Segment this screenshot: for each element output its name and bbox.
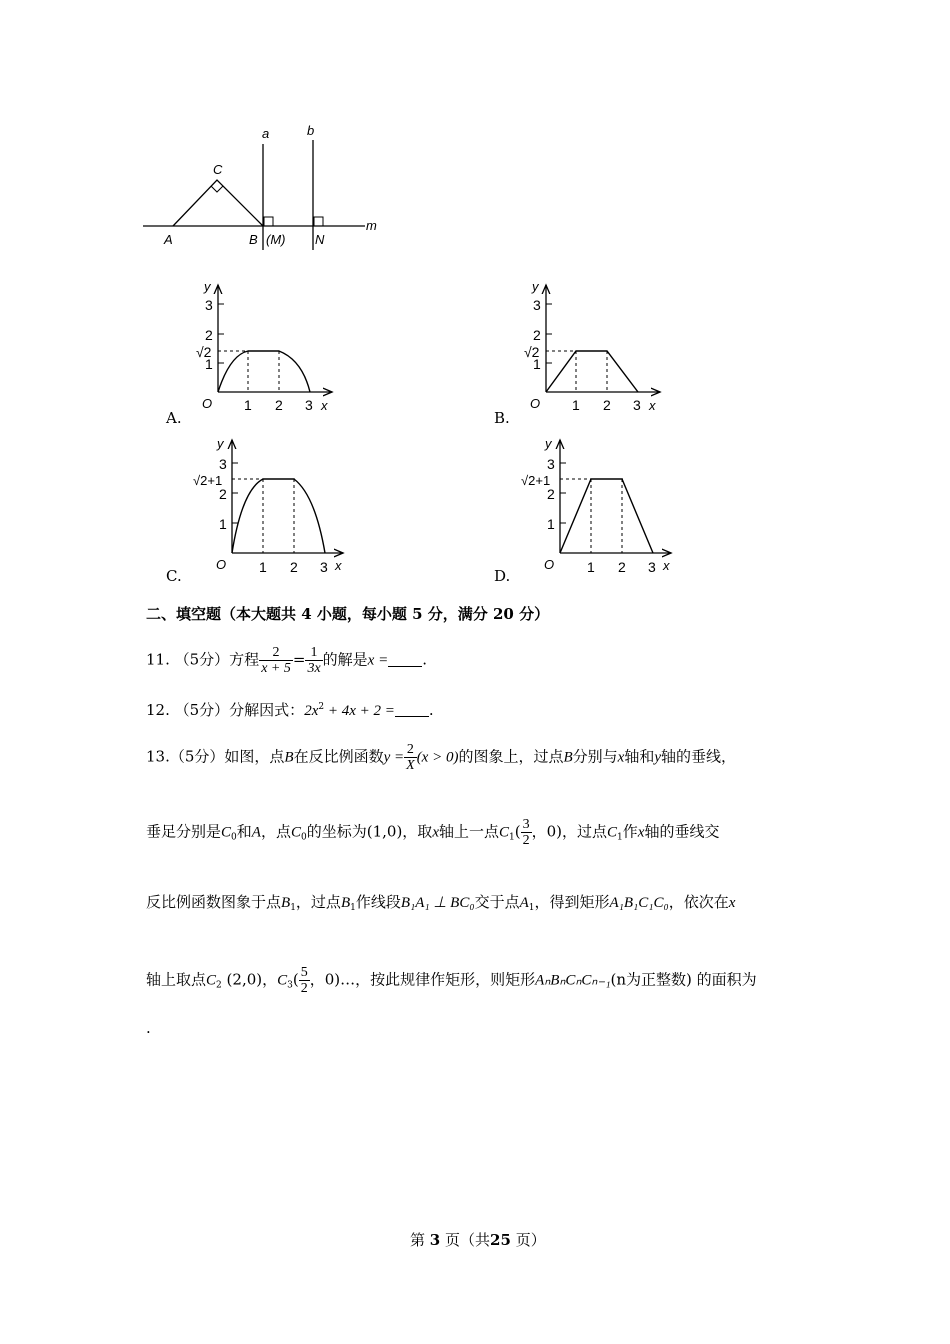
question-13-line-1: 13.（5分）如图，点B在反比例函数y = $\frac{2}{X}$ (x > 0)的图象上，过点B分别与x轴和y轴的垂线， <box>146 742 737 773</box>
svg-text:3: 3 <box>633 397 641 413</box>
svg-text:O: O <box>202 396 213 411</box>
section-heading: 二、填空题（本大题共 4 小题，每小题 5 分，满分 20 分） <box>146 605 550 623</box>
option-a-label: A. <box>166 409 182 427</box>
svg-text:y: y <box>217 436 224 451</box>
label-B: B <box>249 232 258 247</box>
svg-text:x: x <box>335 558 342 573</box>
svg-text:1: 1 <box>205 356 213 372</box>
question-13-line-4: 轴上取点$C_2$ (2,0)，$C_3$( $\frac{5}{2}$ ，0)…，按此规律作矩形，则矩形AₙBₙCₙCₙ₋₁(n为正整数) 的面积为 <box>146 965 757 996</box>
geometry-figure <box>140 120 390 255</box>
svg-text:x: x <box>321 398 328 413</box>
svg-text:y: y <box>532 280 539 294</box>
svg-text:y: y <box>204 280 211 294</box>
answer-blank-12[interactable] <box>395 702 429 717</box>
svg-text:x: x <box>663 558 670 573</box>
question-11: 11. （5分）方程 $\frac{2}{x + 5}$ = $\frac{1}{3x}$ 的解是x = . <box>146 645 427 676</box>
svg-text:1: 1 <box>259 559 267 575</box>
option-c-label: C. <box>166 567 182 585</box>
svg-text:3: 3 <box>533 297 541 313</box>
svg-text:x: x <box>649 398 656 413</box>
svg-text:O: O <box>216 557 227 572</box>
question-13-line-2: 垂足分别是$C_0$和A，点$C_0$的坐标为(1,0)，取x轴上一点$C_1$( $\frac{3}{2}$ ，0)，过点$C_1$作x轴的垂线交 <box>146 817 720 848</box>
svg-text:1: 1 <box>533 356 541 372</box>
svg-text:2: 2 <box>205 327 213 343</box>
option-d-label: D. <box>494 567 511 585</box>
graph-option-c <box>190 435 350 577</box>
svg-text:3: 3 <box>205 297 213 313</box>
graph-option-a <box>190 280 340 415</box>
label-A: A <box>164 232 173 247</box>
option-b-label: B. <box>494 409 510 427</box>
page-footer: 第 3 页（共25 页） <box>410 1231 546 1249</box>
level-label-c: √2+1 <box>193 473 223 488</box>
svg-text:3: 3 <box>648 559 656 575</box>
svg-text:2: 2 <box>603 397 611 413</box>
question-12: 12. （5分）分解因式：$2x^2 + 4x + 2$ = . <box>146 701 434 719</box>
level-label-d: √2+1 <box>521 473 551 488</box>
svg-text:1: 1 <box>547 516 555 532</box>
svg-text:3: 3 <box>320 559 328 575</box>
svg-text:3: 3 <box>547 456 555 472</box>
question-13-line-5: . <box>146 1019 151 1037</box>
svg-text:2: 2 <box>290 559 298 575</box>
level-label-a: √2 <box>196 344 212 360</box>
svg-text:1: 1 <box>572 397 580 413</box>
svg-text:O: O <box>530 396 541 411</box>
label-M: (M) <box>266 232 286 247</box>
svg-text:O: O <box>544 557 555 572</box>
svg-text:2: 2 <box>618 559 626 575</box>
graph-option-d <box>518 435 678 577</box>
question-13-line-3: 反比例函数图象于点$B_1$，过点$B_1$作线段B₁A₁ ⊥ BC₀交于点$A_1$，得到矩形A₁B₁C₁C₀，依次在x <box>146 893 736 913</box>
label-b: b <box>307 123 315 138</box>
svg-text:3: 3 <box>305 397 313 413</box>
svg-text:1: 1 <box>587 559 595 575</box>
label-C: C <box>213 162 223 177</box>
svg-text:y: y <box>545 436 552 451</box>
level-label-b: √2 <box>524 344 540 360</box>
svg-text:3: 3 <box>219 456 227 472</box>
svg-text:2: 2 <box>533 327 541 343</box>
svg-text:1: 1 <box>244 397 252 413</box>
svg-text:2: 2 <box>275 397 283 413</box>
svg-text:2: 2 <box>547 486 555 502</box>
graph-option-b <box>518 280 668 415</box>
label-N: N <box>315 232 325 247</box>
label-m: m <box>366 218 377 233</box>
label-a: a <box>262 126 270 141</box>
answer-blank-11[interactable] <box>388 652 422 667</box>
svg-text:1: 1 <box>219 516 227 532</box>
svg-text:2: 2 <box>219 486 227 502</box>
